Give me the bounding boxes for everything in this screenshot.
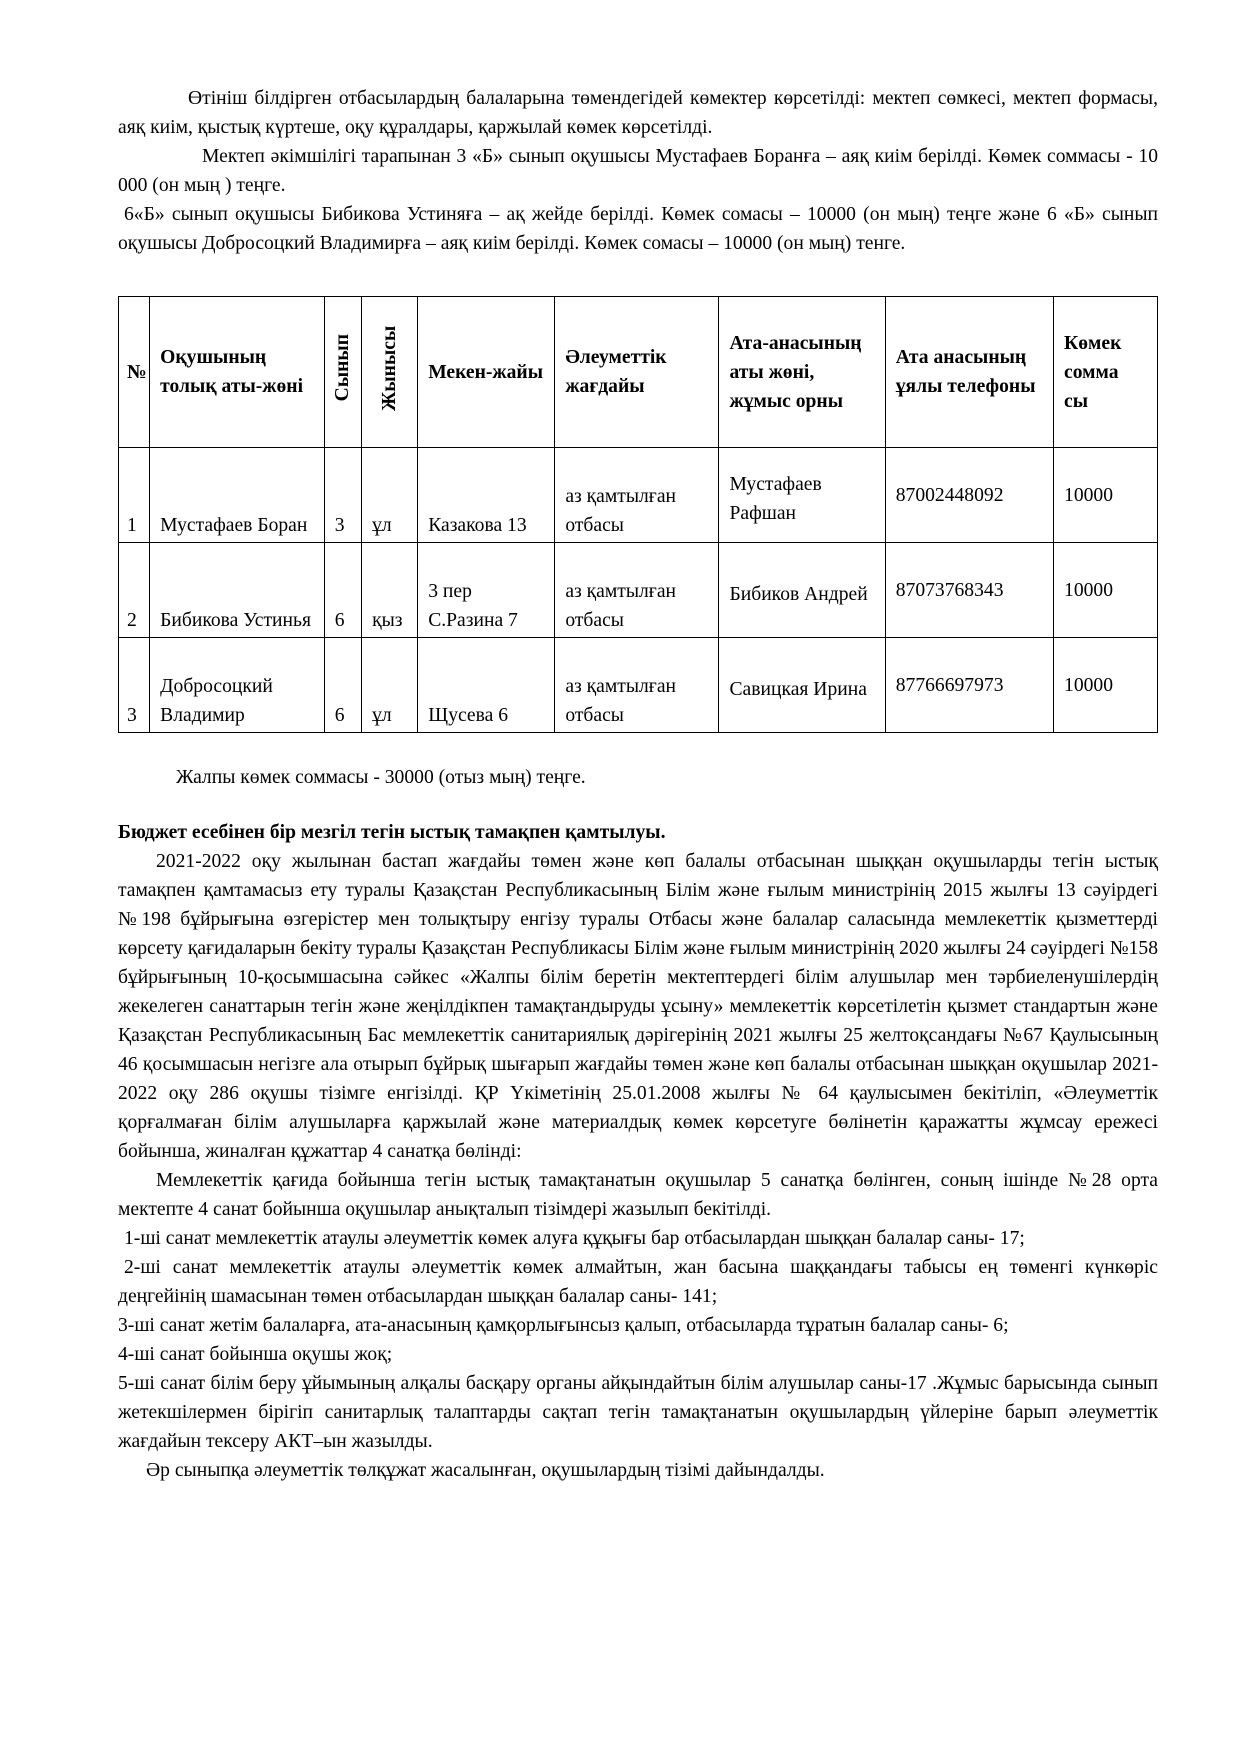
cell-gender: ұл — [362, 638, 418, 733]
cell-number: 3 — [119, 638, 150, 733]
cell-social-status: аз қамтылған отбасы — [555, 543, 719, 638]
category-3: 3-ші санат жетім балаларға, ата-анасының қамқорлығынсыз қалып, отбасыларда тұратын балалар саны- 6; — [118, 1315, 1009, 1336]
cell-name: Бибикова Устинья — [150, 543, 325, 638]
cell-social-status: аз қамтылған отбасы — [555, 448, 719, 543]
cell-phone: 87002448092 — [885, 448, 1053, 543]
cell-grade: 6 — [324, 543, 361, 638]
cell-phone: 87073768343 — [885, 543, 1053, 638]
cell-grade: 3 — [324, 448, 361, 543]
section-heading: Бюджет есебінен бір мезгіл тегін ыстық тамақпен қамтылуы. — [118, 822, 666, 843]
intro-paragraph-3: 6«Б» сынып оқушысы Бибикова Устиняға – ақ жейде берілді. Көмек сомасы – 10000 (он мың) теңге және 6 «Б» сынып оқушысы Добросоцкий Владимирға – аяқ киім берілді. Көмек сомасы – 10000 (он мың) тенге. — [118, 204, 1158, 254]
intro-paragraph-2: Мектеп әкімшілігі тарапынан 3 «Б» сынып оқушысы Мустафаев Боранға – аяқ киім берілді. Көмек соммасы - 10 000 (он мың ) теңге. — [118, 146, 1158, 196]
cell-grade: 6 — [324, 638, 361, 733]
cell-address: Казакова 13 — [418, 448, 555, 543]
table-header-row — [119, 297, 1158, 448]
cell-name: Мустафаев Боран — [150, 448, 325, 543]
document-page — [118, 84, 1158, 1485]
header-grade: Сынып — [324, 297, 361, 448]
header-amount: Көмек сомма сы — [1054, 297, 1158, 448]
category-5: 5-ші санат білім беру ұйымының алқалы басқару органы айқындайтын білім алушылар саны-17 .Жұмыс барысында сынып жетекшілермен бірігіп санитарлық талаптарды сақтап тегін тамақтанатын оқушылардың үйлеріне барып әлеуметтік жағдайын тексеру АКТ–ын жазылды. — [118, 1373, 1158, 1452]
header-address: Мекен-жайы — [418, 297, 555, 448]
header-student-name: Оқушының толық аты-жөні — [150, 297, 325, 448]
table-row — [119, 638, 1158, 733]
section-paragraph-1: 2021-2022 оқу жылынан бастап жағдайы төмен және көп балалы отбасынан шыққан оқушыларды тегін ыстық тамақпен қамтамасыз ету туралы Қазақстан Республикасының Білім және ғылым министрінің 2015 жылғы 13 сәуірдегі №198 бұйрығына өзгерістер мен толықтыру енгізу туралы Отбасы және балалар саласында мемлекеттік қызметтерді көрсету қағидаларын бекіту туралы Қазақстан Республикасы Білім және ғылым министрінің 2020 жылғы 24 сәуірдегі №158 бұйрығының 10-қосымшасына сәйкес «Жалпы білім беретін мектептердегі білім алушылар мен тәрбиеленушілердің жекелеген санаттарын тегін және жеңілдікпен тамақтандыруды ұсыну» мемлекеттік көрсетілетін қызмет стандартын және Қазақстан Республикасының Бас мемлекеттік санитариялық дәрігерінің 2021 жылғы 25 желтоқсандағы №67 Қаулысының 46 қосымшасын негізге ала отырып бұйрық шығарып жағдайы төмен және көп балалы отбасынан шыққан оқушылар 2021-2022 оқу 286 оқушы тізімге енгізілді. ҚР Үкіметінің 25.01.2008 жылғы № 64 қаулысымен бекітіліп, «Әлеуметтік қорғалмаған білім алушыларға қаржылай және материалдық көмек көрсетуге бөлінетін қаражатты жұмсау ережесі бойынша, жиналған құжаттар 4 санатқа бөлінді: — [118, 851, 1158, 1162]
header-phone: Ата анасының ұялы телефоны — [885, 297, 1053, 448]
table-row — [119, 448, 1158, 543]
category-1: 1-ші санат мемлекеттік атаулы әлеуметтік көмек алуға құқығы бар отбасылардан шыққан балалар саны- 17; — [124, 1228, 1025, 1249]
cell-phone: 87766697973 — [885, 638, 1053, 733]
cell-parent: Бибиков Андрей — [719, 543, 885, 638]
category-2: 2-ші санат мемлекеттік атаулы әлеуметтік көмек алмайтын, жан басына шаққандағы табысы ең төменгі күнкөріс деңгейінің шамасынан төмен отбасылардан шыққан балалар саны- 141; — [118, 1257, 1158, 1307]
total-aid-amount: Жалпы көмек соммасы - 30000 (отыз мың) теңге. — [176, 767, 586, 788]
cell-address: 3 пер С.Разина 7 — [418, 543, 555, 638]
header-social-status: Әлеуметтік жағдайы — [555, 297, 719, 448]
cell-number: 2 — [119, 543, 150, 638]
cell-amount: 10000 — [1054, 543, 1158, 638]
category-4: 4-ші санат бойынша оқушы жоқ; — [118, 1344, 393, 1365]
header-number: № — [119, 297, 150, 448]
cell-parent: Савицкая Ирина — [719, 638, 885, 733]
aid-recipients-table — [118, 296, 1158, 733]
cell-gender: қыз — [362, 543, 418, 638]
intro-paragraph-1: Өтініш білдірген отбасылардың балаларына төмендегідей көмектер көрсетілді: мектеп сөмкесі, мектеп формасы, аяқ киім, қыстық күртеше, оқу құралдары, қаржылай көмек көрсетілді. — [118, 88, 1158, 138]
header-parent: Ата-анасының аты жөні, жұмыс орны — [719, 297, 885, 448]
cell-gender: ұл — [362, 448, 418, 543]
cell-amount: 10000 — [1054, 448, 1158, 543]
cell-amount: 10000 — [1054, 638, 1158, 733]
cell-parent: Мустафаев Рафшан — [719, 448, 885, 543]
cell-number: 1 — [119, 448, 150, 543]
section-paragraph-3: Әр сыныпқа әлеуметтік төлқұжат жасалынған, оқушылардың тізімі дайындалды. — [146, 1460, 825, 1481]
table-row — [119, 543, 1158, 638]
cell-name: Добросоцкий Владимир — [150, 638, 325, 733]
cell-social-status: аз қамтылған отбасы — [555, 638, 719, 733]
cell-address: Щусева 6 — [418, 638, 555, 733]
section-paragraph-2: Мемлекеттік қағида бойынша тегін ыстық тамақтанатын оқушылар 5 санатқа бөлінген, соның ішінде №28 орта мектепте 4 санат бойынша оқушылар анықталып тізімдері жазылып бекітілді. — [118, 1170, 1158, 1220]
header-gender: Жынысы — [362, 297, 418, 448]
